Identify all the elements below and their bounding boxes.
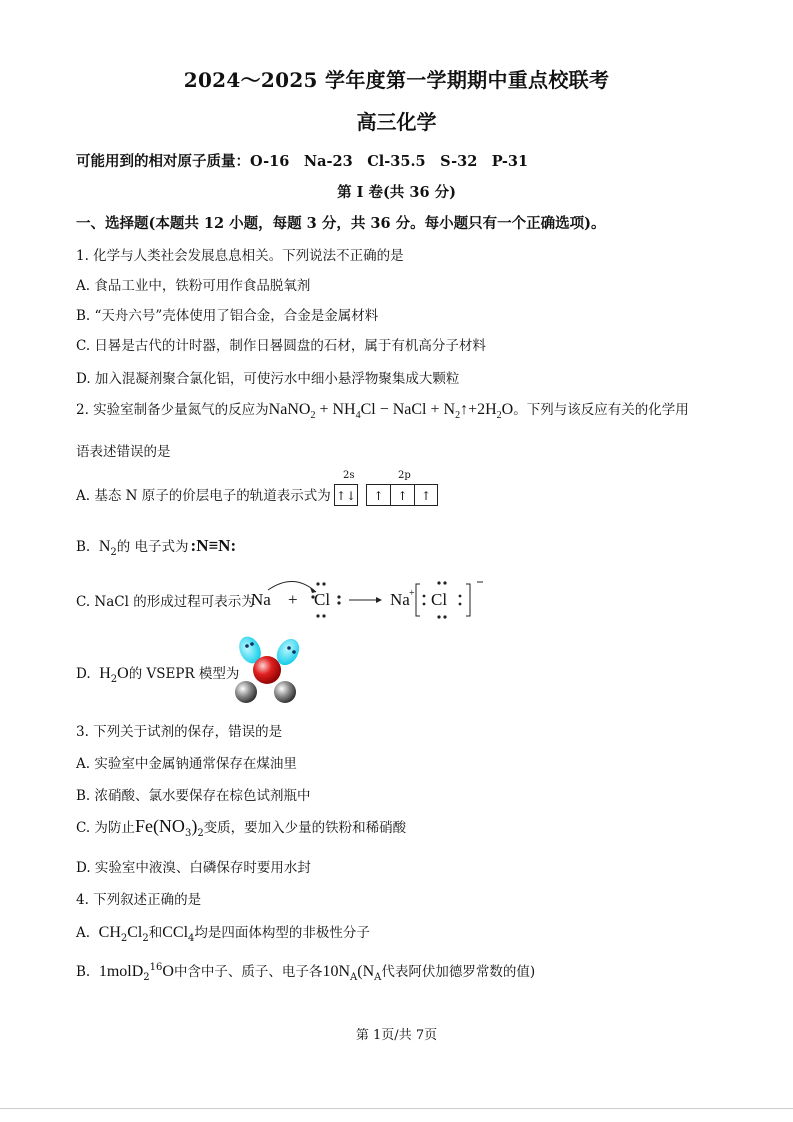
orbital-2p-label: 2p (398, 470, 411, 481)
q2-stem-pre: 2. 实验室制备少量氮气的反应为 (76, 402, 269, 418)
na-ion: Na (390, 590, 410, 609)
q4-stem: 4. 下列叙述正确的是 (76, 892, 202, 908)
q2-option-a: A. 基态 N 原子的价层电子的轨道表示式为 (76, 488, 331, 504)
na-atom: Na (251, 590, 271, 609)
vsepr-model-image (232, 634, 304, 706)
page-bottom-divider (0, 1108, 793, 1109)
subject-title: 高三化学 (356, 110, 437, 134)
q1-stem: 1. 化学与人类社会发展息息相关。下列说法不正确的是 (76, 248, 404, 264)
q2-stem-post: 。下列与该反应有关的化学用 (513, 402, 689, 418)
orbital-2p-box-1: ↑ (366, 484, 390, 506)
q1-option-a: A. 食品工业中，铁粉可用作食品脱氧剂 (76, 278, 311, 294)
q2-option-b: B. $N_2$的 电子式为 :N≡N: (76, 536, 237, 558)
section-heading: 一、选择题(本题共 12 小题，每题 3 分，共 36 分。每小题只有一个正确选项)。 (76, 215, 606, 232)
cl-atom: Cl (314, 590, 331, 609)
q4-option-b: B. 1molD$_2^{16}$O中含中子、质子、电子各$10N_A(N_A$代表阿伏加德罗常数的值) (76, 962, 536, 983)
orbital-2s-label: 2s (343, 470, 355, 481)
q2-stem-line2: 语表述错误的是 (76, 444, 171, 460)
atomic-mass-line: 可能用到的相对原子质量：O-16 Na-23 Cl-35.5 S-32 P-31 (76, 153, 529, 170)
q1-option-c: C. 日晷是古代的计时器，制作日晷圆盘的石材，属于有机高分子材料 (76, 338, 486, 354)
plus-sign: + (288, 590, 298, 609)
q4-option-a: A. $CH_2Cl_2$和CCl$_4$均是四面体构型的非极性分子 (76, 924, 370, 944)
page-number: 第 1页/共 7页 (355, 1028, 438, 1043)
orbital-2p-box-3: ↑ (414, 484, 438, 506)
orbital-2s-box: ↑↓ (334, 484, 358, 506)
volume-heading: 第 I 卷(共 36 分) (337, 184, 456, 201)
nacl-formation-svg (248, 574, 488, 622)
q2-option-d: D. $H_2O$的 VSEPR 模型为 (76, 665, 240, 685)
orbital-2p-box-2: ↑ (390, 484, 414, 506)
orbital-diagram (334, 470, 444, 510)
q3-option-c: C. 为防止$Fe(NO_3)_2$变质，要加入少量的铁粉和稀硝酸 (76, 816, 407, 839)
nacl-formation-diagram (248, 574, 488, 622)
q3-option-d: D. 实验室中液溴、白磷保存时要用水封 (76, 860, 311, 876)
q2-equation: NaNO$_2$ + $NH_4Cl$ − NaCl + $N_2↑+2H_2O$ (268, 401, 514, 421)
cl-ion: Cl (431, 590, 448, 609)
exam-title: 2024～2025 学年度第一学期期中重点校联考 (183, 68, 610, 92)
q2-option-c: C. NaCl 的形成过程可表示为 (76, 594, 255, 610)
q3-option-b: B. 浓硝酸、氯水要保存在棕色试剂瓶中 (76, 788, 311, 804)
na-ion-charge: + (409, 588, 415, 599)
q3-option-a: A. 实验室中金属钠通常保存在煤油里 (76, 756, 297, 772)
n2-electron-formula: :N≡N: (190, 536, 237, 555)
q2-stem (76, 398, 689, 421)
q1-option-d: D. 加入混凝剂聚合氯化铝，可使污水中细小悬浮物聚集成大颗粒 (76, 371, 460, 387)
q3-stem: 3. 下列关于试剂的保存，错误的是 (76, 724, 283, 740)
vsepr-model-svg (232, 634, 304, 706)
q1-option-b: B. “天舟六号”壳体使用了铝合金，合金是金属材料 (76, 308, 379, 324)
